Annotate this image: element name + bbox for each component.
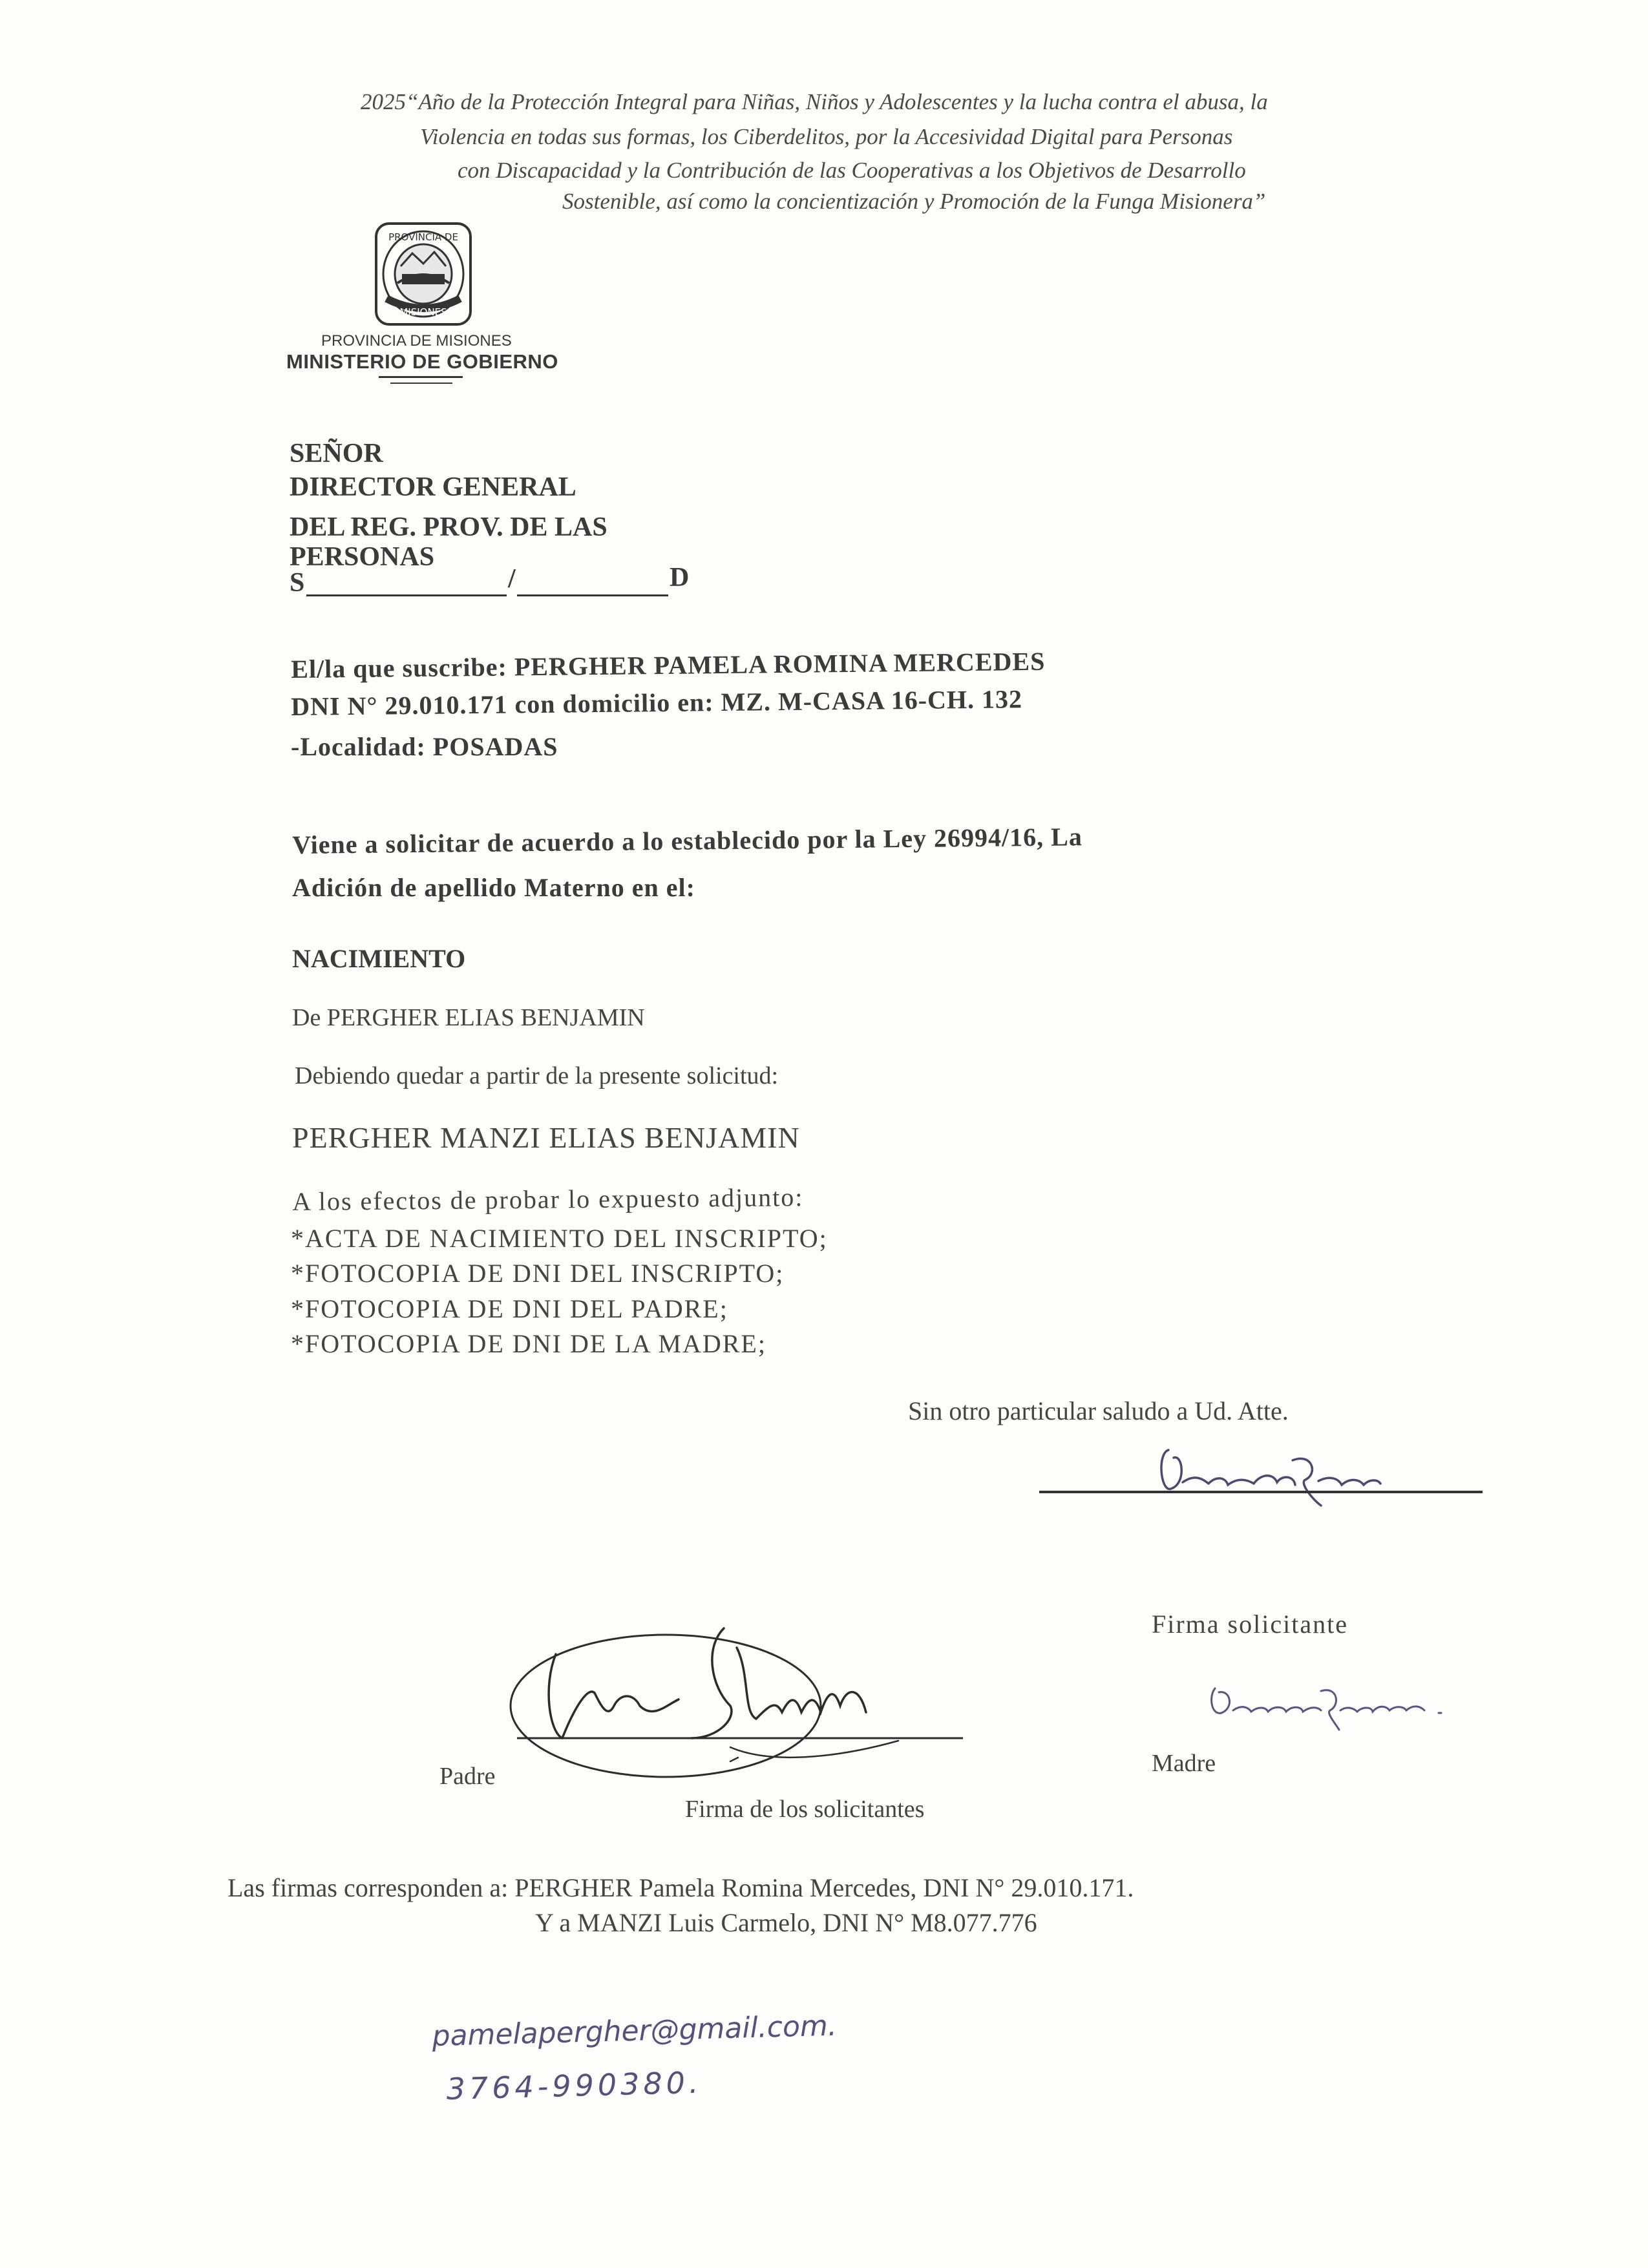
- attachment-item-2: *FOTOCOPIA DE DNI DEL INSCRIPTO;: [291, 1259, 785, 1288]
- attachment-item-1: *ACTA DE NACIMIENTO DEL INSCRIPTO;: [291, 1224, 828, 1253]
- attachment-item-3: *FOTOCOPIA DE DNI DEL PADRE;: [291, 1294, 728, 1323]
- motto-line-1: 2025“Año de la Protección Integral para Niñas, Niños y Adolescentes y la lucha contra el abusa, la: [361, 89, 1268, 114]
- request-new-name: PERGHER MANZI ELIAS BENJAMIN: [292, 1121, 800, 1154]
- addressee-blank-1: [306, 594, 507, 596]
- applicant-signature: [1034, 1434, 1474, 1512]
- applicant-line-2: DNI N° 29.010.171 con domicilio en: MZ. M-CASA 16-CH. 132: [291, 684, 1023, 721]
- mother-signature: [1202, 1677, 1512, 1735]
- applicant-line-1: El/la que suscribe: PERGHER PAMELA ROMINA MERCEDES: [291, 646, 1046, 684]
- addressee-blank-2: [517, 594, 668, 596]
- handwritten-phone: 3764-990380.: [446, 2064, 703, 2106]
- attachments-intro: A los efectos de probar lo expuesto adjunto:: [292, 1182, 804, 1216]
- applicant-line-3: -Localidad: POSADAS: [291, 732, 558, 761]
- request-line-2: Adición de apellido Materno en el:: [292, 873, 695, 902]
- addressee-slash: /: [508, 564, 516, 594]
- province-seal-logo: [362, 221, 485, 328]
- motto-line-3: con Discapacidad y la Contribución de las Cooperativas a los Objetivos de Desarrollo: [458, 158, 1246, 183]
- signature-label: Firma solicitante: [1152, 1610, 1348, 1639]
- closing-salutation: Sin otro particular saludo a Ud. Atte.: [908, 1396, 1289, 1425]
- attachment-item-4: *FOTOCOPIA DE DNI DE LA MADRE;: [291, 1329, 766, 1358]
- signatories-line-1: Las firmas corresponden a: PERGHER Pamela Romina Mercedes, DNI N° 29.010.171.: [227, 1873, 1134, 1902]
- applicant-signature-line: [1039, 1491, 1483, 1493]
- request-line-1: Viene a solicitar de acuerdo a lo establecido por la Ley 26994/16, La: [292, 822, 1083, 859]
- seal-text-top: PROVINCIA DE: [388, 231, 458, 243]
- request-must-remain: Debiendo quedar a partir de la presente solicitud:: [295, 1062, 779, 1089]
- mother-label: Madre: [1152, 1750, 1216, 1777]
- addressee-s: S: [290, 568, 305, 598]
- addressee-line-2: DIRECTOR GENERAL: [290, 472, 576, 502]
- signatories-line-2: Y a MANZI Luis Carmelo, DNI N° M8.077.776: [535, 1908, 1037, 1937]
- motto-line-4: Sostenible, así como la concientización y Promoción de la Funga Misionera”: [562, 189, 1266, 214]
- seal-text-bottom: MISIONES: [399, 306, 447, 318]
- father-signature: [498, 1609, 989, 1783]
- logo-underline-1: [379, 376, 463, 378]
- logo-province: PROVINCIA DE MISIONES: [321, 332, 512, 350]
- addressee-line-4: PERSONAS: [290, 542, 435, 572]
- request-heading: NACIMIENTO: [292, 944, 466, 973]
- motto-line-2: Violencia en todas sus formas, los Ciberdelitos, por la Accesividad Digital para Personas: [420, 124, 1233, 149]
- joint-signature-label: Firma de los solicitantes: [685, 1796, 925, 1823]
- request-of-person: De PERGHER ELIAS BENJAMIN: [292, 1004, 645, 1031]
- father-label: Padre: [439, 1763, 496, 1790]
- addressee-line-1: SEÑOR: [290, 439, 383, 468]
- addressee-line-3: DEL REG. PROV. DE LAS: [290, 512, 607, 542]
- logo-underline-2: [390, 383, 452, 384]
- handwritten-email: pamelapergher@gmail.com.: [432, 2009, 838, 2053]
- addressee-d: D: [670, 563, 690, 593]
- logo-ministry: MINISTERIO DE GOBIERNO: [286, 350, 558, 373]
